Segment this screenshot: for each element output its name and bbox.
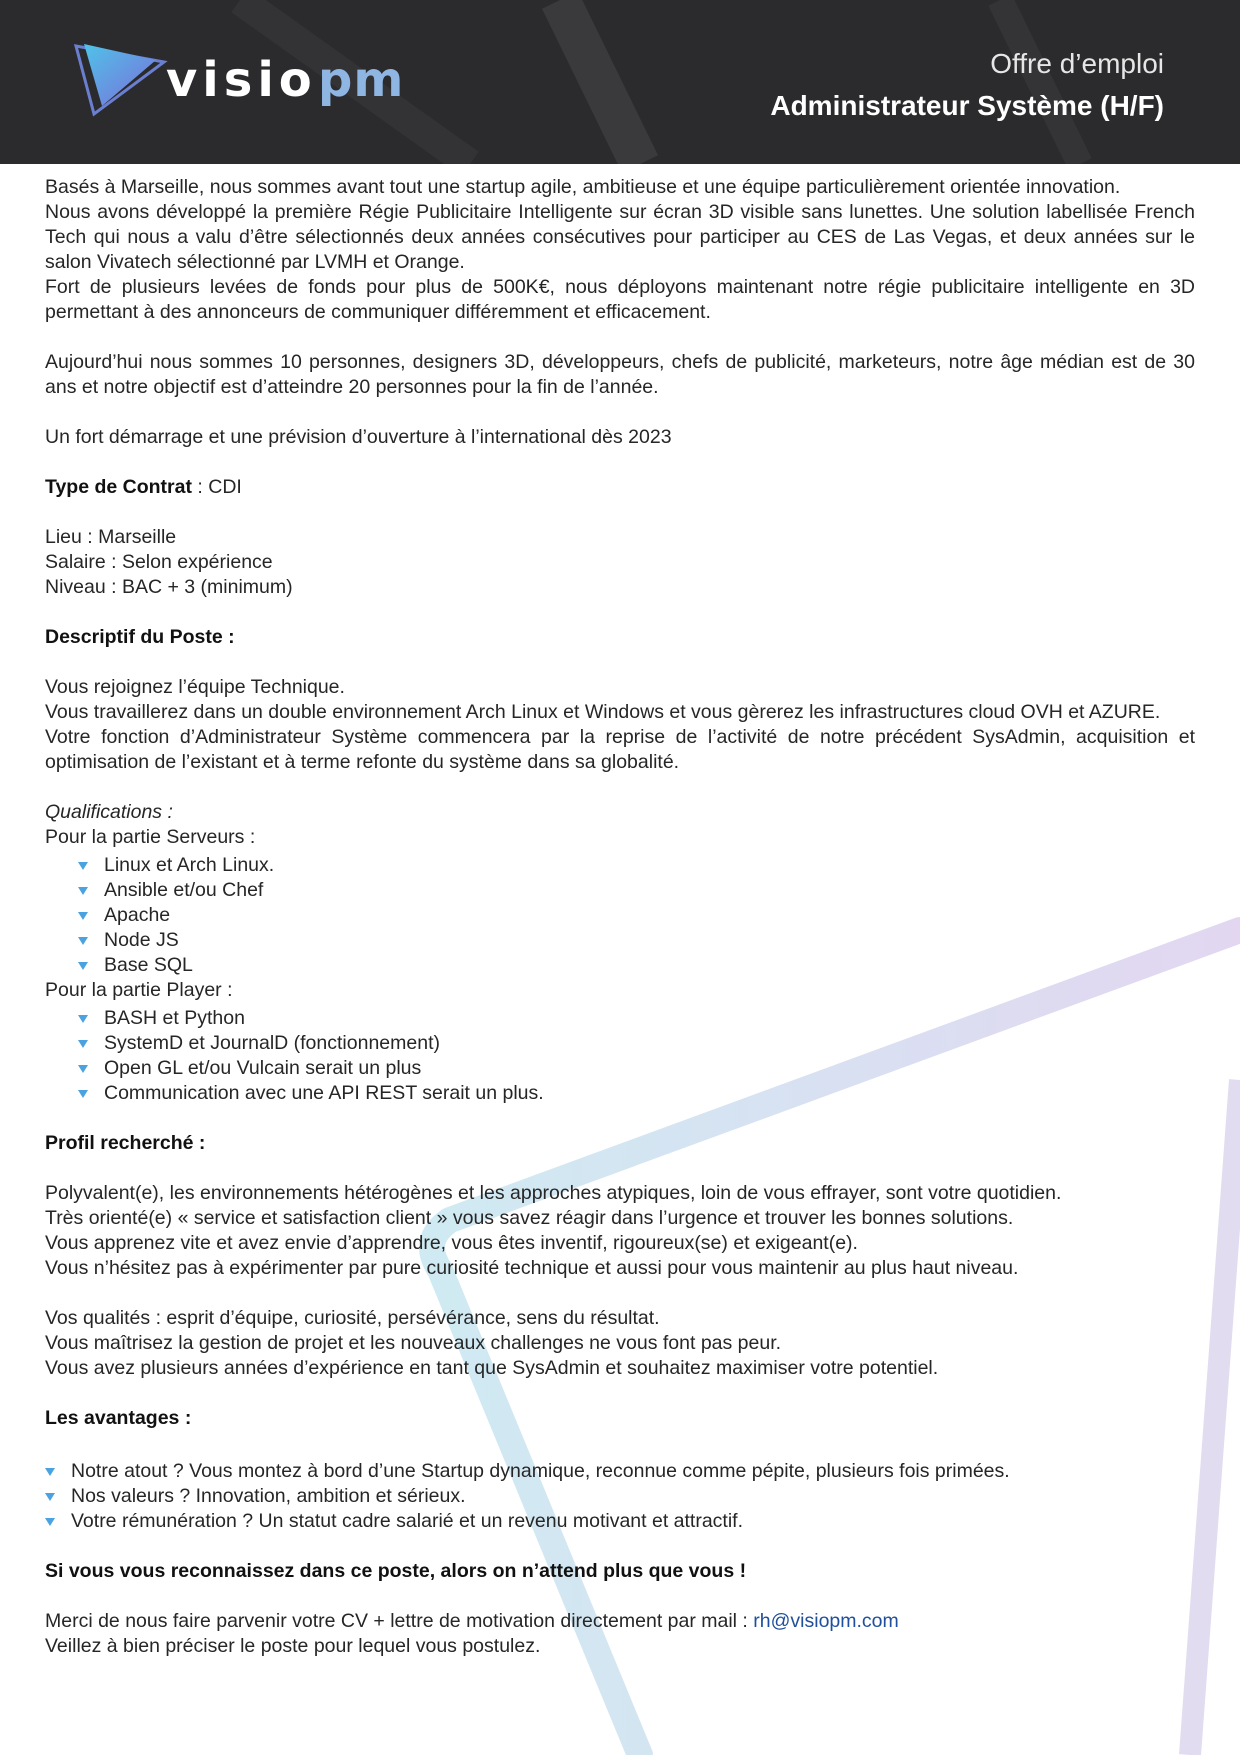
list-item: BASH et Python (78, 1006, 1195, 1031)
servers-label: Pour la partie Serveurs : (45, 826, 256, 848)
bullet-icon (45, 1493, 55, 1501)
list-item: Open GL et/ou Vulcain serait un plus (78, 1056, 1195, 1081)
section-title-description: Descriptif du Poste : (45, 626, 235, 648)
list-item: Ansible et/ou Chef (78, 878, 1195, 903)
description-paragraph: Vous travaillerez dans un double environnement Arch Linux et Windows et vous gèrerez les infrastructures cloud OVH et AZURE. (45, 701, 1161, 723)
job-description-content (45, 175, 1195, 1659)
description-paragraph: Vous rejoignez l’équipe Technique. (45, 676, 345, 698)
location: Lieu : Marseille (45, 526, 177, 548)
profile-paragraph: Vous maîtrisez la gestion de projet et les nouveaux challenges ne vous font pas peur. (45, 1332, 782, 1354)
list-item: SystemD et JournalD (fonctionnement) (78, 1031, 1195, 1056)
list-item: Notre atout ? Vous montez à bord d’une Startup dynamique, reconnue comme pépite, plusieurs fois primées. (45, 1459, 1195, 1484)
intro-paragraph: Basés à Marseille, nous sommes avant tout une startup agile, ambitieuse et une équipe particulièrement orientée innovation. (45, 176, 1121, 198)
intro-paragraph: Un fort démarrage et une prévision d’ouverture à l’international dès 2023 (45, 426, 672, 448)
qualifications-title: Qualifications : (45, 801, 173, 823)
closing-note: Veillez à bien préciser le poste pour lequel vous postulez. (45, 1635, 541, 1657)
list-item: Votre rémunération ? Un statut cadre salarié et un revenu motivant et attractif. (45, 1509, 1195, 1534)
player-label: Pour la partie Player : (45, 979, 233, 1001)
offer-label: Offre d’emploi (990, 48, 1164, 79)
profile-paragraph: Très orienté(e) « service et satisfaction client » vous savez réagir dans l’urgence et trouver les bonnes solutions. (45, 1207, 1014, 1229)
education-level: Niveau : BAC + 3 (minimum) (45, 576, 293, 598)
profile-paragraph: Vous n’hésitez pas à expérimenter par pure curiosité technique et aussi pour vous maintenir au plus haut niveau. (45, 1257, 1019, 1279)
contract-type-value: : CDI (191, 476, 242, 498)
list-item: Communication avec une API REST serait un plus. (78, 1081, 1195, 1106)
job-title: Administrateur Système (H/F) (770, 90, 1164, 121)
profile-paragraph: Polyvalent(e), les environnements hétérogènes et les approches atypiques, loin de vous effrayer, sont votre quotidien. (45, 1182, 1062, 1204)
bullet-icon (45, 1518, 55, 1526)
brand-name-suffix: pm (318, 52, 405, 108)
contract-type-label: Type de Contrat (45, 476, 192, 498)
bullet-icon (45, 1468, 55, 1476)
bullet-icon (78, 937, 88, 945)
brand-name: visio (166, 52, 317, 108)
list-item: Node JS (78, 928, 1195, 953)
bullet-icon (78, 912, 88, 920)
closing-headline: Si vous vous reconnaissez dans ce poste, alors on n’attend plus que vous ! (45, 1560, 747, 1582)
profile-paragraph: Vous apprenez vite et avez envie d’apprendre, vous êtes inventif, rigoureux(se) et exigeant(e). (45, 1232, 858, 1254)
section-title-advantages: Les avantages : (45, 1407, 192, 1429)
section-title-profile: Profil recherché : (45, 1132, 206, 1154)
bullet-icon (78, 962, 88, 970)
list-item: Nos valeurs ? Innovation, ambition et sérieux. (45, 1484, 1195, 1509)
bullet-icon (78, 1015, 88, 1023)
player-list (45, 1006, 1195, 1106)
bullet-icon (78, 887, 88, 895)
description-paragraph: Votre fonction d’Administrateur Système commencera par la reprise de l’activité de notre précédent SysAdmin, acquisition et optimisation de l’existant et à terme refonte du système dans sa globalité. (45, 726, 1195, 773)
servers-list (45, 853, 1195, 978)
profile-paragraph: Vous avez plusieurs années d’expérience en tant que SysAdmin et souhaitez maximiser votre potentiel. (45, 1357, 939, 1379)
contact-instructions (45, 1609, 1195, 1634)
bullet-icon (78, 1090, 88, 1098)
advantages-list (45, 1459, 1195, 1534)
intro-paragraph: Aujourd’hui nous sommes 10 personnes, designers 3D, développeurs, chefs de publicité, marketeurs, notre âge médian est de 30 ans et notre objectif est d’atteindre 20 personnes pour la fin de l’année. (45, 351, 1195, 398)
salary: Salaire : Selon expérience (45, 551, 273, 573)
email-link[interactable]: rh@visiopm.com (753, 1610, 899, 1632)
intro-paragraph: Fort de plusieurs levées de fonds pour plus de 500K€, nous déployons maintenant notre régie publicitaire intelligente en 3D permettant à des annonceurs de communiquer différemment et efficacement. (45, 276, 1195, 323)
list-item: Apache (78, 903, 1195, 928)
bullet-icon (78, 1065, 88, 1073)
list-item: Base SQL (78, 953, 1195, 978)
bullet-icon (78, 862, 88, 870)
contract-type (45, 475, 1195, 500)
page-header (0, 0, 1240, 164)
list-item: Linux et Arch Linux. (78, 853, 1195, 878)
bullet-icon (78, 1040, 88, 1048)
contact-text: Merci de nous faire parvenir votre CV + lettre de motivation directement par mail : (45, 1610, 754, 1632)
intro-paragraph: Nous avons développé la première Régie Publicitaire Intelligente sur écran 3D visible sans lunettes. Une solution labellisée French Tech qui nous a valu d’être sélectionnés deux années consécutives pour participer au CES de Las Vegas, et deux années sur le salon Vivatech sélectionné par LVMH et Orange. (45, 201, 1195, 273)
profile-paragraph: Vos qualités : esprit d’équipe, curiosité, persévérance, sens du résultat. (45, 1307, 660, 1329)
